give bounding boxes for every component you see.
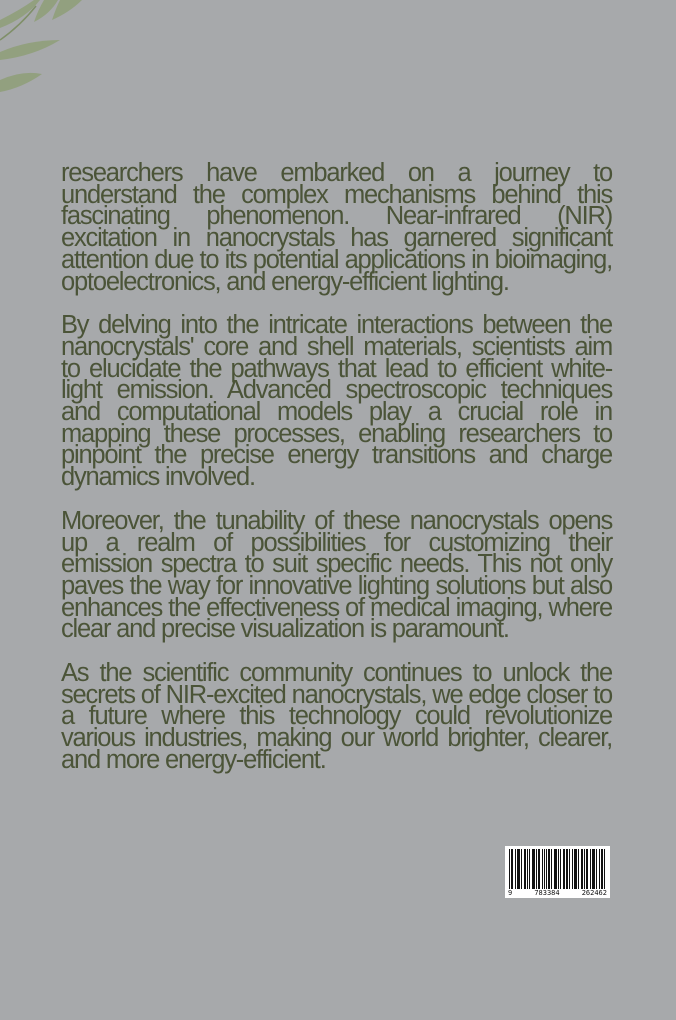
- barcode-group-2: 262462: [581, 889, 607, 897]
- barcode-bar: [584, 849, 585, 889]
- barcode-bar: [554, 849, 555, 889]
- paragraph: researchers have embarked on a journey to understand the complex mechanisms behind this fascinating phenomenon. Near-infrared (NIR) excitation in nanocrystals has garnered significant attention due to its potential applications in bioimaging, optoelectronics, and energy-efficient lighting.: [61, 159, 612, 296]
- barcode-bar: [582, 849, 583, 889]
- barcode-bar: [581, 849, 582, 889]
- barcode-bars-icon: [509, 849, 606, 889]
- barcode-bar: [590, 849, 591, 889]
- barcode-bar: [539, 849, 540, 889]
- barcode-bar: [558, 849, 559, 889]
- barcode-bar: [556, 849, 557, 889]
- isbn-barcode: [505, 846, 610, 898]
- barcode-bar: [509, 849, 510, 889]
- barcode-digits: [505, 889, 610, 897]
- barcode-lead-digit: 9: [508, 889, 513, 897]
- barcode-bar: [533, 849, 534, 889]
- barcode-bar: [594, 849, 595, 889]
- barcode-bar: [599, 849, 600, 889]
- barcode-bar: [576, 849, 577, 889]
- barcode-bar: [519, 849, 520, 889]
- barcode-bar: [551, 849, 552, 889]
- barcode-bar: [511, 849, 512, 889]
- barcode-bar: [602, 849, 603, 889]
- paragraph: By delving into the intricate interactions between the nanocrystals' core and shell materials, scientists aim to elucidate the pathways that lead to efficient white-light emission. Advanced spectroscopic techniques and computational models play a crucial role in mapping these processes, enabling researchers to pinpoint the precise energy transitions and charge dynamics involved.: [61, 311, 612, 492]
- barcode-bar: [521, 849, 522, 889]
- barcode-bar: [538, 849, 539, 889]
- barcode-bar: [536, 849, 537, 889]
- barcode-bar: [534, 849, 535, 889]
- back-cover-text: [61, 159, 612, 794]
- barcode-bar: [586, 849, 587, 889]
- barcode-bar: [567, 849, 568, 889]
- barcode-bar: [512, 849, 513, 889]
- barcode-bar: [525, 849, 526, 889]
- barcode-bar: [517, 849, 518, 889]
- barcode-bar: [529, 849, 530, 889]
- barcode-bar: [563, 849, 564, 889]
- barcode-bar: [515, 849, 516, 889]
- barcode-group-1: 783384: [534, 889, 560, 897]
- barcode-bar: [532, 849, 533, 889]
- barcode-bar: [542, 849, 543, 889]
- barcode-bar: [587, 849, 588, 889]
- barcode-bar: [527, 849, 528, 889]
- leaf-branch-icon: [0, 0, 120, 110]
- barcode-bar: [546, 849, 547, 889]
- barcode-bar: [592, 849, 593, 889]
- barcode-bar: [544, 849, 545, 889]
- barcode-bar: [596, 849, 597, 889]
- barcode-bar: [555, 849, 556, 889]
- barcode-bar: [569, 849, 570, 889]
- barcode-bar: [604, 849, 605, 889]
- barcode-bar: [560, 849, 561, 889]
- barcode-bar: [574, 849, 575, 889]
- barcode-bar: [593, 849, 594, 889]
- paragraph: As the scientific community continues to unlock the secrets of NIR-excited nanocrystals, we edge closer to a future where this technology could revolutionize various industries, making our world brighter, clearer, and more energy-efficient.: [61, 659, 612, 774]
- barcode-bar: [549, 849, 550, 889]
- barcode-bar: [548, 849, 549, 889]
- barcode-bar: [524, 849, 525, 889]
- barcode-bar: [578, 849, 579, 889]
- barcode-bar: [566, 849, 567, 889]
- barcode-bar: [572, 849, 573, 889]
- paragraph: Moreover, the tunability of these nanocrystals opens up a realm of possibilities for customizing their emission spectra to suit specific needs. This not only paves the way for innovative lighting solutions but also enhances the effectiveness of medical imaging, where clear and precise visualization is paramount.: [61, 506, 612, 644]
- barcode-bar: [564, 849, 565, 889]
- barcode-bar: [518, 849, 519, 889]
- barcode-bar: [601, 849, 602, 889]
- barcode-bar: [575, 849, 576, 889]
